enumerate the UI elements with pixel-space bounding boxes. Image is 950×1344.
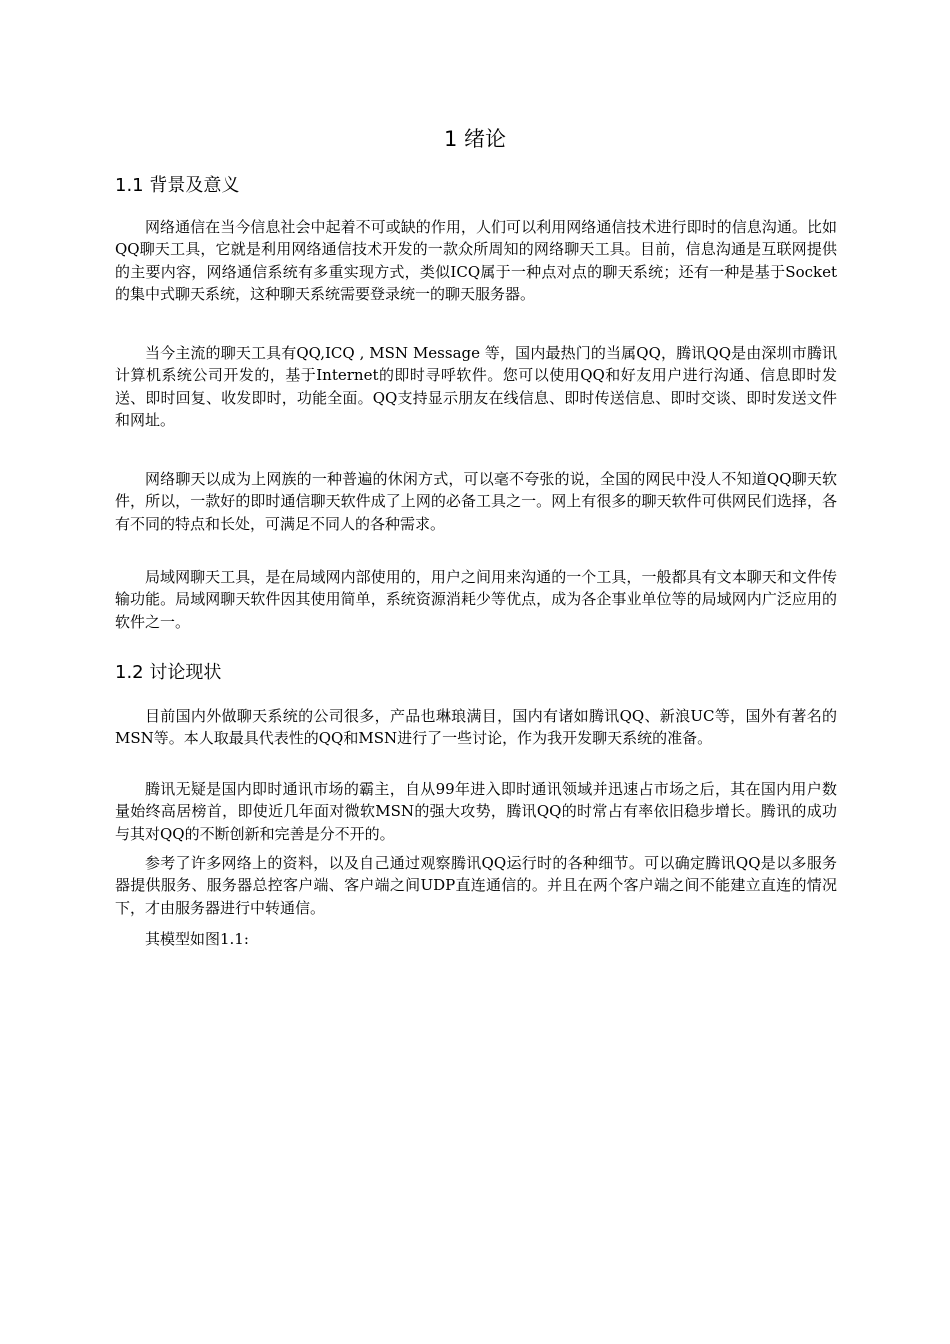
paragraph: 网络通信在当今信息社会中起着不可或缺的作用，人们可以利用网络通信技术进行即时的信息沟通。比如QQ聊天工具，它就是利用网络通信技术开发的一款众所周知的网络聊天工具。目前，信息沟通是互联网提供的主要内容，网络通信系统有多重实现方式，类似ICQ属于一种点对点的聊天系统；还有一种是基于Socket的集中式聊天系统，这种聊天系统需要登录统一的聊天服务器。 [115, 218, 837, 304]
paragraph: 目前国内外做聊天系统的公司很多，产品也琳琅满目，国内有诸如腾讯QQ、新浪UC等，国外有著名的MSN等。本人取最具代表性的QQ和MSN进行了一些讨论，作为我开发聊天系统的准备。 [115, 707, 837, 748]
paragraph: 参考了许多网络上的资料，以及自己通过观察腾讯QQ运行时的各种细节。可以确定腾讯QQ是以多服务器提供服务、服务器总控客户端、客户端之间UDP直连通信的。并且在两个客户端之间不能建立直连的情况下，才由服务器进行中转通信。 [115, 854, 837, 917]
section-title-status: 1.2 讨论现状 [115, 662, 222, 683]
paragraph: 局域网聊天工具，是在局域网内部使用的，用户之间用来沟通的一个工具，一般都具有文本聊天和文件传输功能。局域网聊天软件因其使用简单，系统资源消耗少等优点，成为各企事业单位等的局域网内广泛应用的软件之一。 [115, 568, 837, 631]
paragraph: 腾讯无疑是国内即时通讯市场的霸主，自从99年进入即时通讯领域并迅速占市场之后，其在国内用户数量始终高居榜首，即使近几年面对微软MSN的强大攻势，腾讯QQ的时常占有率依旧稳步增长。腾讯的成功与其对QQ的不断创新和完善是分不开的。 [115, 780, 837, 843]
paragraph: 其模型如图1.1: [145, 930, 249, 948]
section-title-background: 1.1 背景及意义 [115, 175, 240, 196]
paragraph: 网络聊天以成为上网族的一种普遍的休闲方式，可以毫不夸张的说，全国的网民中没人不知道QQ聊天软件，所以，一款好的即时通信聊天软件成了上网的必备工具之一。网上有很多的聊天软件可供网民们选择，各有不同的特点和长处，可满足不同人的各种需求。 [115, 470, 837, 533]
paragraph: 当今主流的聊天工具有QQ,ICQ , MSN Message 等，国内最热门的当属QQ，腾讯QQ是由深圳市腾讯计算机系统公司开发的，基于Internet的即时寻呼软件。您可以使用QQ和好友用户进行沟通、信息即时发送、即时回复、收发即时，功能全面。QQ支持显示朋友在线信息、即时传送信息、即时交谈、即时发送文件和网址。 [115, 344, 837, 430]
chapter-title: 1 绪论 [443, 127, 507, 151]
